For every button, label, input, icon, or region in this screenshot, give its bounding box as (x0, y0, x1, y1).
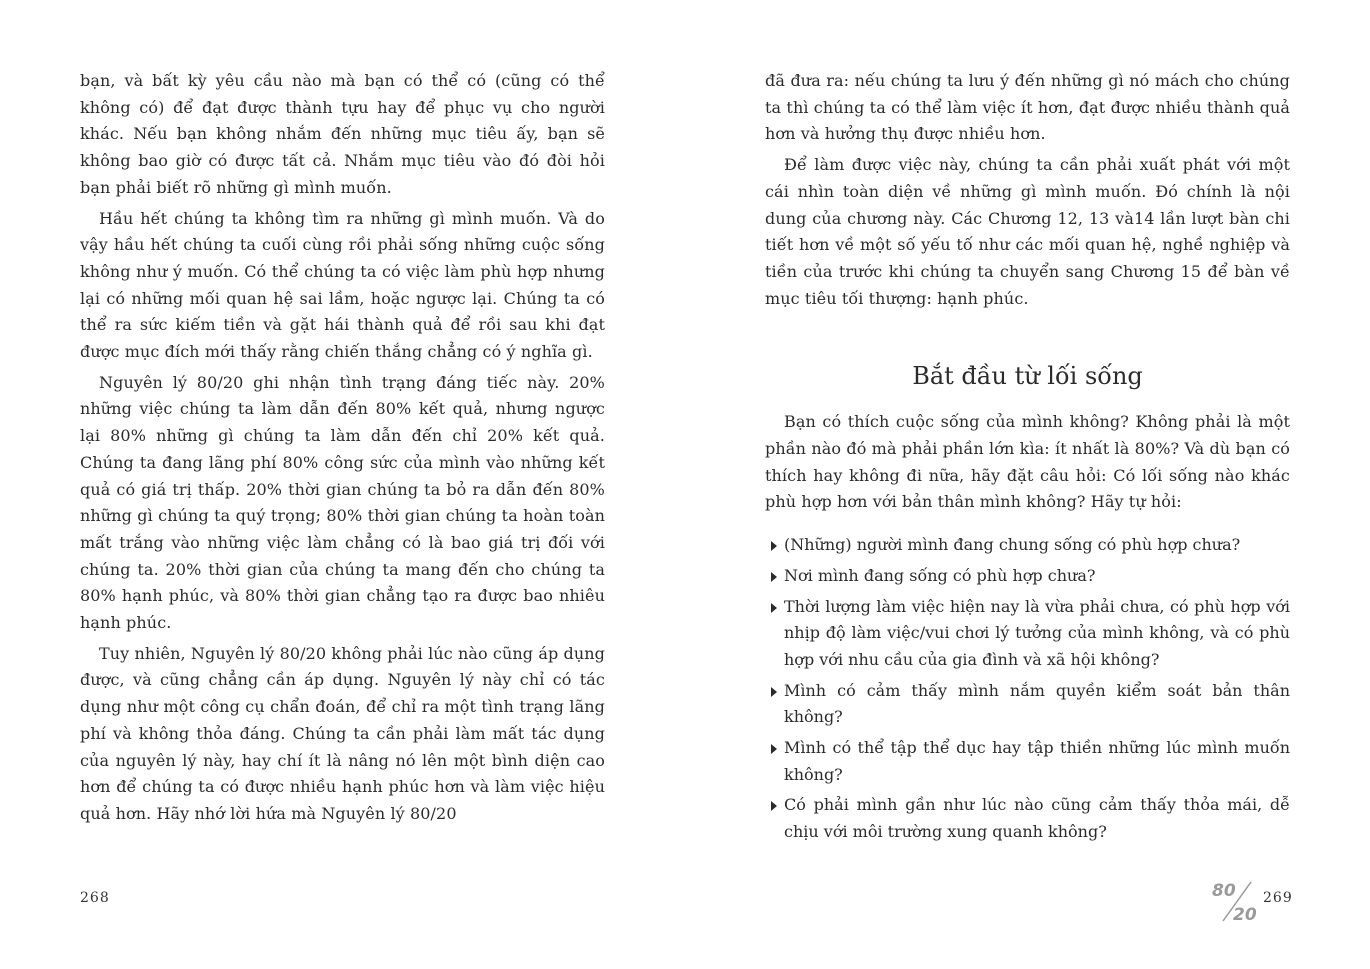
list-item-text: Thời lượng làm việc hiện nay là vừa phải chưa, có phù hợp với nhịp độ làm việc/vui chơi lý tưởng của mình không, và có phù hợp với nhu cầu của gia đình và xã hội không? (784, 596, 1290, 669)
bullet-triangle-icon (771, 541, 777, 551)
bullet-triangle-icon (771, 801, 777, 811)
paragraph: bạn, và bất kỳ yêu cầu nào mà bạn có thể có (cũng có thể không có) để đạt được thành tựu hay để phục vụ cho người khác. Nếu bạn không nhắm đến những mục tiêu ấy, bạn sẽ không bao giờ có được tất cả. Nhắm mục tiêu vào đó đòi hỏi bạn phải biết rõ những gì mình muốn. (80, 71, 605, 197)
right-page (765, 68, 1290, 850)
bullet-triangle-icon (771, 603, 777, 613)
list-item (765, 792, 1290, 845)
paragraph: Hầu hết chúng ta không tìm ra những gì mình muốn. Và do vậy hầu hết chúng ta cuối cùng rồi phải sống những cuộc sống không như ý muốn. Có thể chúng ta có việc làm phù hợp nhưng lại có những mối quan hệ sai lầm, hoặc ngược lại. Chúng ta có thể ra sức kiếm tiền và gặt hái thành quả để rồi sau khi đạt được mục đích mới thấy rằng chiến thắng chẳng có ý nghĩa gì. (80, 208, 605, 362)
section-heading: Bắt đầu từ lối sống (912, 362, 1143, 391)
logo-bottom-number: 20 (1233, 905, 1257, 924)
list-item (765, 678, 1290, 731)
list-item-text: Có phải mình gần như lúc nào cũng cảm thấy thỏa mái, dễ chịu với môi trường xung quanh không? (784, 795, 1290, 842)
list-item (765, 594, 1290, 674)
left-page (80, 68, 605, 832)
bullet-triangle-icon (771, 744, 777, 754)
page-number-left: 268 (80, 890, 110, 906)
page-number-right: 269 (1263, 890, 1293, 906)
list-item-text: Mình có thể tập thể dục hay tập thiền những lúc mình muốn không? (784, 738, 1290, 784)
section-intro: Bạn có thích cuộc sống của mình không? Không phải là một phần nào đó mà phải phần lớn kìa: ít nhất là 80%? Và dù bạn có thích hay không đi nữa, hãy đặt câu hỏi: Có lối sống nào khác phù hợp hơn với bản thân mình không? Hãy tự hỏi: (765, 412, 1290, 512)
question-list (765, 532, 1290, 846)
paragraph: đã đưa ra: nếu chúng ta lưu ý đến những gì nó mách cho chúng ta thì chúng ta có thể làm việc ít hơn, đạt được nhiều thành quả hơn và hưởng thụ được nhiều hơn. (765, 71, 1290, 144)
list-item (765, 735, 1290, 788)
list-item-text: (Những) người mình đang chung sống có phù hợp chưa? (784, 535, 1241, 555)
paragraph: Để làm được việc này, chúng ta cần phải xuất phát với một cái nhìn toàn diện về những gì mình muốn. Đó chính là nội dung của chương này. Các Chương 12, 13 và14 lần lượt bàn chi tiết hơn về một số yếu tố như các mối quan hệ, nghề nghiệp và tiền của trước khi chúng ta chuyển sang Chương 15 để bàn về mục tiêu tối thượng: hạnh phúc. (765, 155, 1290, 308)
list-item (765, 532, 1290, 559)
list-item (765, 563, 1290, 590)
paragraph: Tuy nhiên, Nguyên lý 80/20 không phải lúc nào cũng áp dụng được, và cũng chẳng cần áp dụng. Nguyên lý này chỉ có tác dụng như một công cụ chẩn đoán, để chỉ ra một tình trạng lãng phí và không thỏa đáng. Chúng ta cần phải làm mất tác dụng của nguyên lý này, hay chí ít là nâng nó lên một bình diện cao hơn để chúng ta có được nhiều hạnh phúc hơn và làm việc hiệu quả hơn. Hãy nhớ lời hứa mà Nguyên lý 80/20 (80, 643, 605, 823)
list-item-text: Nơi mình đang sống có phù hợp chưa? (784, 565, 1096, 585)
bullet-triangle-icon (771, 687, 777, 697)
bullet-triangle-icon (771, 572, 777, 582)
logo-top-number: 80 (1212, 881, 1236, 901)
list-item-text: Mình có cảm thấy mình nắm quyền kiểm soát bản thân không? (784, 680, 1290, 727)
8020-logo (1211, 878, 1263, 924)
paragraph: Nguyên lý 80/20 ghi nhận tình trạng đáng tiếc này. 20% những việc chúng ta làm dẫn đến 80% kết quả, nhưng ngược lại 80% những gì chúng ta làm dẫn đến chỉ 20% kết quả. Chúng ta đang lãng phí 80% công sức của mình vào những kết quả có giá trị thấp. 20% thời gian chúng ta bỏ ra dẫn đến 80% những gì chúng ta quý trọng; 80% thời gian chúng ta hoàn toàn mất trắng vào những việc làm chẳng có là bao giá trị đối với chúng ta. 20% thời gian của chúng ta mang đến cho chúng ta 80% hạnh phúc, và 80% thời gian chẳng tạo ra được bao nhiêu hạnh phúc. (80, 372, 605, 633)
